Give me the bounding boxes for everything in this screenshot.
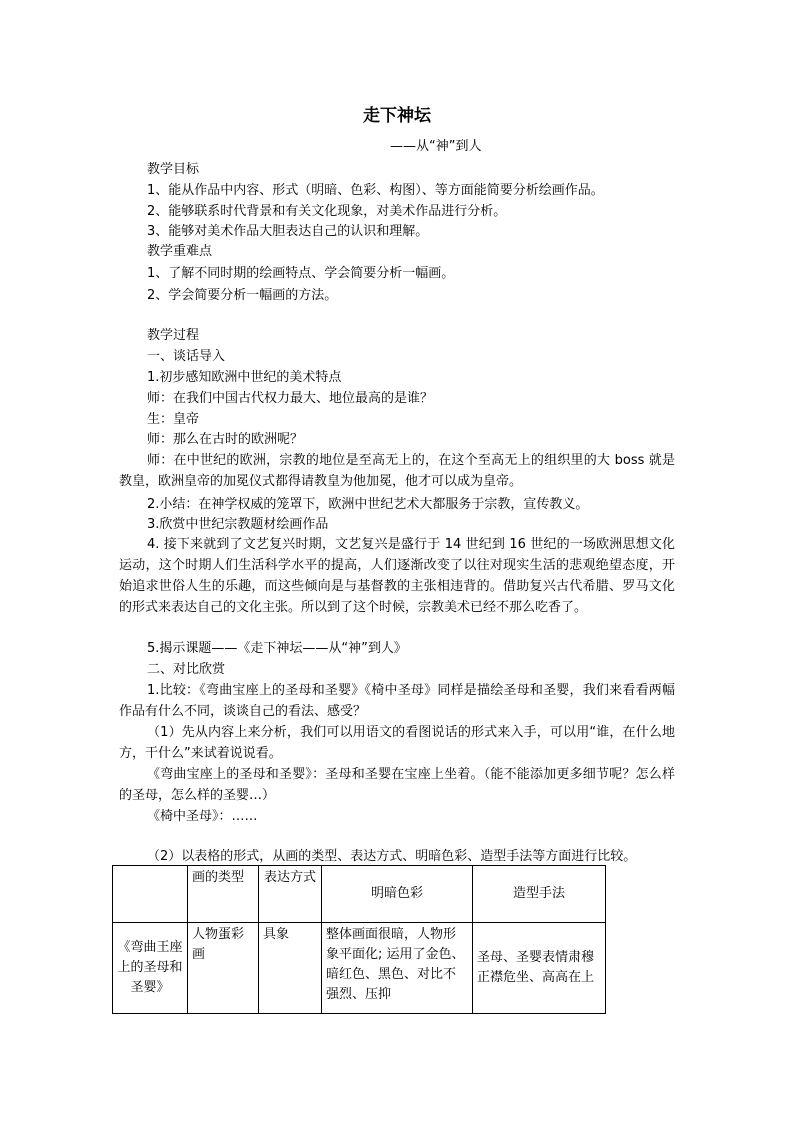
paragraph: 2.小结：在神学权威的笼罩下，欧洲中世纪艺术大都服务于宗教，宣传教义。 xyxy=(147,497,589,512)
dialogue-line: 师：在我们中国古代权力最大、地位最高的是谁？ xyxy=(147,391,434,406)
paragraph: 1.比较：《弯曲宝座上的圣母和圣婴》《椅中圣母》同样是描绘圣母和圣婴，我们来看看两幅作品有什么不同，谈谈自己的看法、感受？ xyxy=(119,683,675,719)
paragraph: 二、对比欣赏 xyxy=(147,662,226,677)
table-cell: 圣母、圣婴表情肃穆正襟危坐、高高在上 xyxy=(473,923,606,1014)
table-header-cell: 画的类型 xyxy=(188,866,259,923)
paragraph: 5.揭示课题——《走下神坛——从“神”到人》 xyxy=(147,641,407,656)
dialogue-line: 生：皇帝 xyxy=(147,412,200,427)
table-header-cell: 表达方式 xyxy=(259,866,322,923)
step-heading: 1.初步感知欧洲中世纪的美术特点 xyxy=(147,370,342,385)
goal-item: 1、能从作品中内容、形式（明暗、色彩、构图）、等方面能简要分析绘画作品。 xyxy=(147,183,604,198)
document-subtitle: ——从“神”到人 xyxy=(390,139,482,154)
table-cell: 人物蛋彩画 xyxy=(188,923,259,1014)
section-heading-difficulties: 教学重难点 xyxy=(147,244,213,259)
goal-item: 3、能够对美术作品大胆表达自己的认识和理解。 xyxy=(147,224,429,239)
paragraph: （2）以表格的形式，从画的类型、表达方式、明暗色彩、造型手法等方面进行比较。 xyxy=(147,849,637,864)
comparison-table xyxy=(112,865,606,1014)
table-cell: 具象 xyxy=(259,923,322,1014)
difficulty-item: 2、学会简要分析一幅画的方法。 xyxy=(147,288,338,303)
paragraph: 《椅中圣母》：…… xyxy=(147,809,258,824)
table-row xyxy=(113,923,606,1014)
table-cell: 《弯曲王座上的圣母和圣婴》 xyxy=(113,923,188,1014)
goal-item: 2、能够联系时代背景和有关文化现象，对美术作品进行分析。 xyxy=(147,204,507,219)
difficulty-item: 1、了解不同时期的绘画特点、学会简要分析一幅画。 xyxy=(147,266,455,281)
paragraph: （1）先从内容上来分析，我们可以用语文的看图说话的形式来入手，可以用“谁，在什么地方，干什么”来试着说说看。 xyxy=(119,725,675,761)
table-cell: 整体画面很暗，人物形象平面化; 运用了金色、暗红色、黑色、对比不强烈、压抑 xyxy=(322,923,473,1014)
subsection-heading: 一、谈话导入 xyxy=(147,349,226,364)
paragraph: 4. 接下来就到了文艺复兴时期，文艺复兴是盛行于 14 世纪到 16 世纪的一场欧洲思想文化运动，这个时期人们生活科学水平的提高，人们逐渐改变了以往对现实生活的悲观绝望态度，开始追求世俗人生的乐趣，而这些倾向是与基督教的主张相违背的。借助复兴古代希腊、罗马文化的形式来表达自己的文化主张。所以到了这个时候，宗教美术已经不那么吃香了。 xyxy=(119,537,675,615)
section-heading-goals: 教学目标 xyxy=(147,162,200,177)
dialogue-line: 师：那么在古时的欧洲呢？ xyxy=(147,432,304,447)
table-header-cell xyxy=(113,866,188,923)
paragraph: 3.欣赏中世纪宗教题材绘画作品 xyxy=(147,517,329,532)
table-header-cell: 明暗色彩 xyxy=(322,866,473,923)
table-header-cell: 造型手法 xyxy=(473,866,606,923)
section-heading-process: 教学过程 xyxy=(147,328,200,343)
table-header-row xyxy=(113,866,606,923)
paragraph: 师：在中世纪的欧洲，宗教的地位是至高无上的，在这个至高无上的组织里的大 boss 就是教皇，欧洲皇帝的加冕仪式都得请教皇为他加冕，他才可以成为皇帝。 xyxy=(119,453,675,489)
document-title: 走下神坛 xyxy=(363,106,431,126)
paragraph: 《弯曲宝座上的圣母和圣婴》：圣母和圣婴在宝座上坐着。（能不能添加更多细节呢？怎么样的圣母，怎么样的圣婴…） xyxy=(119,767,675,803)
